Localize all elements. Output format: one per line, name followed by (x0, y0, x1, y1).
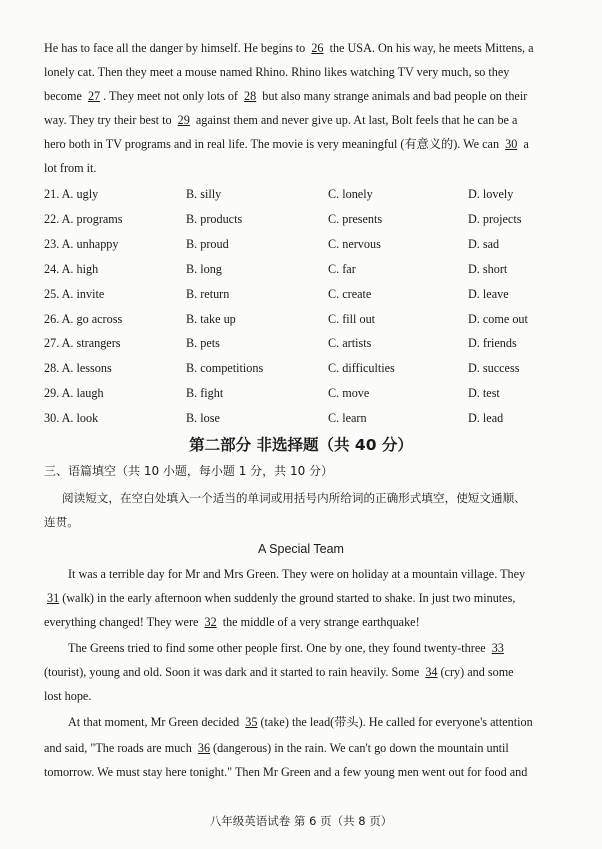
option-d: D. lovely (468, 187, 514, 201)
text: The Greens tried to find some other people first. One by one, they found twenty-three (68, 641, 489, 655)
option-a: 27. A. strangers (44, 336, 121, 351)
passage-line-2: lonely cat. Then they meet a mouse named Rhino. Rhino likes watching TV very much, so they (44, 65, 510, 79)
story-title: A Special Team (258, 542, 344, 556)
text: but also many strange animals and bad people on their (259, 89, 528, 103)
option-c: C. fill out (328, 311, 376, 326)
text: . They meet not only lots of (103, 89, 242, 103)
option-a: 25. A. invite (44, 286, 105, 301)
option-d: D. projects (468, 211, 522, 226)
option-a: 30. A. look (44, 411, 99, 426)
option-c: C. difficulties (328, 361, 395, 376)
text: (take) the lead(带头). He called for everyone's attention (260, 715, 533, 729)
option-c: C. create (328, 286, 372, 301)
option-d: D. success (468, 361, 520, 376)
story-line-9: tomorrow. We must stay here tonight." Then Mr Green and a few young men went out for food and (44, 765, 528, 779)
page-footer: 八年级英语试卷 第 6 页（共 8 页） (209, 814, 393, 828)
text: a (520, 137, 529, 151)
option-a: 24. A. high (44, 261, 99, 276)
option-a: 26. A. go across (44, 311, 123, 326)
text: the middle of a very strange earthquake! (219, 615, 420, 629)
option-d: D. leave (468, 286, 509, 301)
option-a: 23. A. unhappy (44, 236, 119, 251)
blank-32: 32 (204, 615, 217, 629)
story-line-1: It was a terrible day for Mr and Mrs Green. They were on holiday at a mountain village. They (68, 567, 526, 581)
passage-line-6: lot from it. (44, 161, 97, 175)
option-c: C. artists (328, 336, 372, 351)
option-b: B. fight (186, 386, 224, 401)
story-line-6: lost hope. (44, 689, 92, 703)
text: He has to face all the danger by himself. He begins to (44, 41, 309, 55)
blank-33: 33 (491, 641, 504, 655)
option-d: D. sad (468, 236, 500, 251)
text: and said, "The roads are much (44, 741, 195, 755)
blank-34: 34 (425, 665, 438, 679)
option-d: D. test (468, 386, 500, 401)
text: against them and never give up. At last, Bolt feels that he can be a (192, 113, 518, 127)
text: hero both in TV programs and in real life. The movie is very meaningful (有意义的). We can (44, 137, 503, 151)
option-a: 28. A. lessons (44, 361, 112, 376)
option-a: 22. A. programs (44, 211, 123, 226)
option-b: B. products (186, 211, 243, 226)
part2-title: 第二部分 非选择题（共 40 分） (189, 436, 413, 454)
passage-line-4 (44, 112, 544, 128)
blank-27: 27 (87, 89, 101, 103)
option-b: B. pets (186, 336, 220, 351)
option-b: B. long (186, 261, 222, 276)
option-b: B. lose (186, 411, 220, 426)
text: the USA. On his way, he meets Mittens, a (326, 41, 534, 55)
passage-line-5 (44, 136, 544, 152)
option-a: 21. A. ugly (44, 187, 99, 201)
story-line-2 (44, 590, 544, 606)
option-c: C. nervous (328, 236, 381, 251)
option-c: C. learn (328, 411, 367, 426)
story-line-5 (44, 664, 544, 680)
option-a: 29. A. laugh (44, 386, 104, 401)
blank-35: 35 (245, 715, 258, 729)
text: (cry) and some (440, 665, 514, 679)
story-line-7 (68, 714, 568, 730)
text: become (44, 89, 85, 103)
option-b: B. silly (186, 187, 222, 201)
blank-31: 31 (47, 591, 60, 605)
instruction-line-2: 连贯。 (44, 515, 79, 529)
option-d: D. lead (468, 411, 504, 426)
option-c: C. far (328, 261, 356, 276)
blank-30: 30 (505, 137, 518, 151)
option-b: B. take up (186, 311, 236, 326)
story-line-3 (44, 614, 544, 630)
option-c: C. lonely (328, 187, 373, 201)
option-d: D. friends (468, 336, 517, 351)
text: (walk) in the early afternoon when suddenly the ground started to shake. In just two minutes, (62, 591, 516, 605)
story-line-8 (44, 740, 544, 756)
option-d: D. short (468, 261, 508, 276)
option-b: B. proud (186, 236, 229, 251)
option-d: D. come out (468, 311, 528, 326)
option-c: C. move (328, 386, 370, 401)
passage-line-3 (44, 88, 544, 104)
option-b: B. competitions (186, 361, 264, 376)
instruction-line-1: 阅读短文，在空白处填入一个适当的单词或用括号内所给词的正确形式填空，使短文通顺、 (62, 491, 526, 505)
blank-36: 36 (197, 741, 211, 755)
text: everything changed! They were (44, 615, 202, 629)
blank-28: 28 (244, 89, 257, 103)
text: (tourist), young and old. Soon it was dark and it started to rain heavily. Some (44, 665, 423, 679)
section3-heading: 三、语篇填空（共 10 小题，每小题 1 分，共 10 分） (44, 464, 334, 478)
blank-26: 26 (311, 41, 324, 55)
story-line-4 (68, 640, 568, 656)
option-b: B. return (186, 286, 230, 301)
text: (dangerous) in the rain. We can't go down the mountain until (213, 741, 509, 755)
option-c: C. presents (328, 211, 383, 226)
blank-29: 29 (177, 113, 190, 127)
text: way. They try their best to (44, 113, 175, 127)
passage-line-1 (44, 40, 544, 56)
text: At that moment, Mr Green decided (68, 715, 243, 729)
